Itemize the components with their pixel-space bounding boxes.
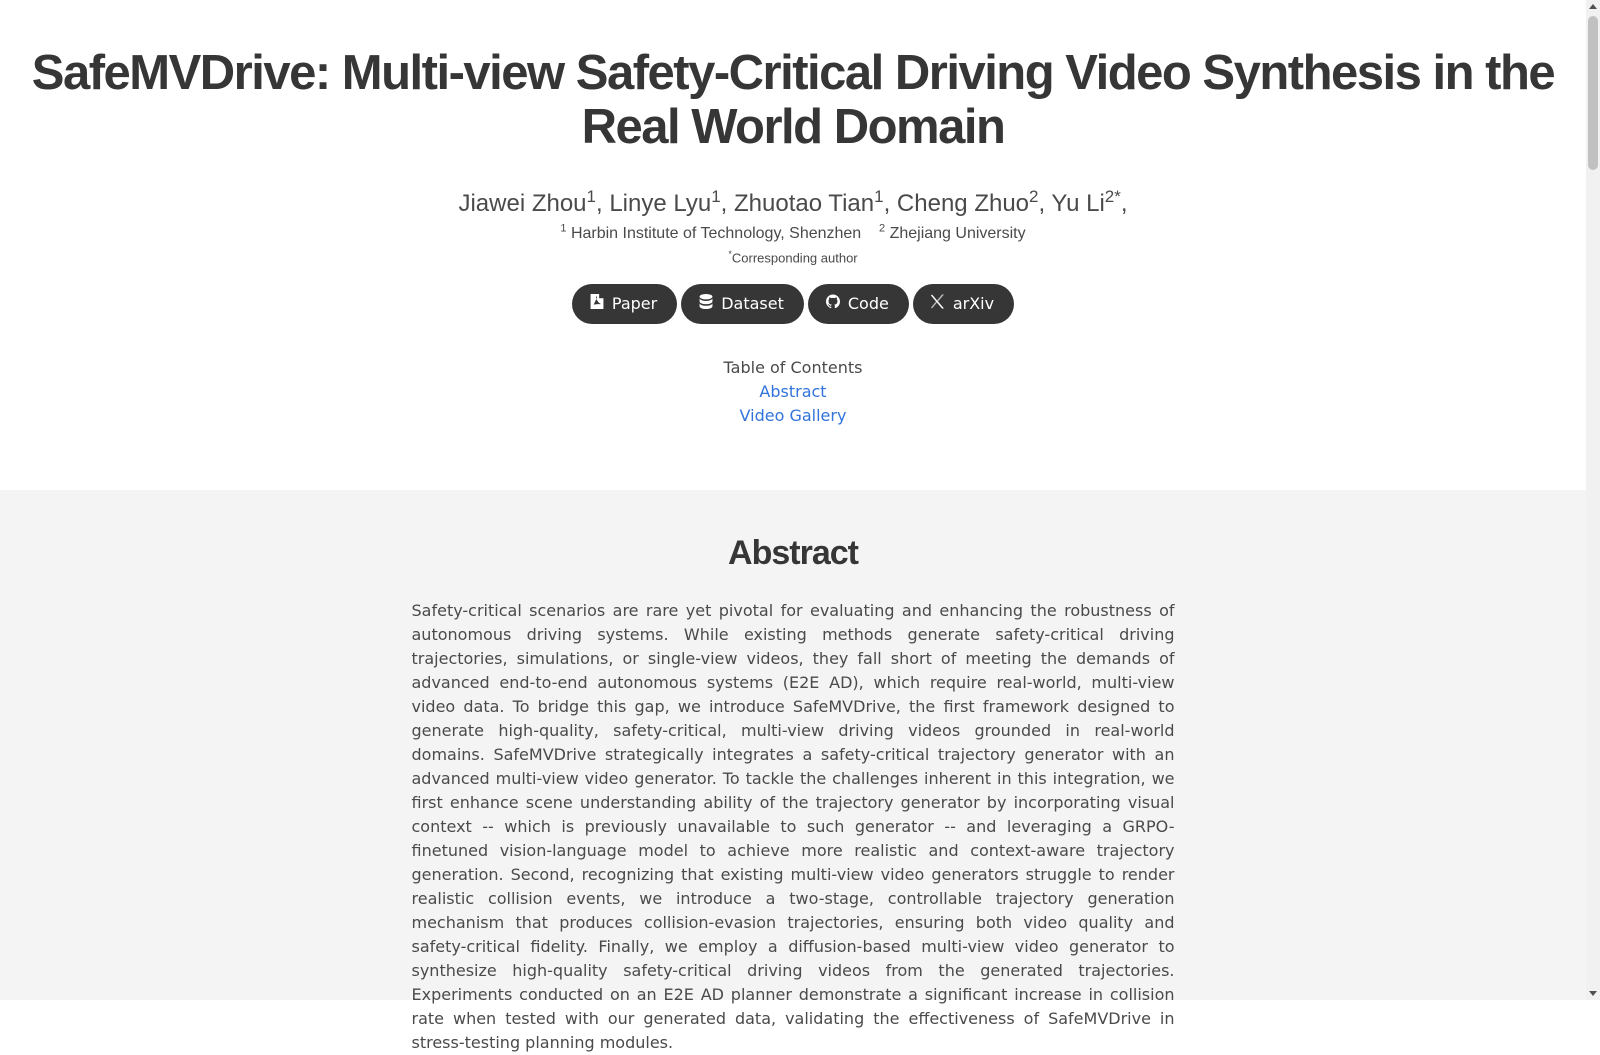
affiliation: $^2$ Zhejiang University bbox=[878, 223, 1026, 243]
github-icon bbox=[826, 294, 840, 313]
database-icon bbox=[699, 294, 713, 313]
toc-link-abstract[interactable]: Abstract bbox=[759, 381, 827, 401]
toc-title: Table of Contents bbox=[723, 357, 863, 377]
arxiv-icon bbox=[931, 294, 945, 313]
affiliations bbox=[0, 223, 1586, 243]
abstract-section bbox=[0, 490, 1586, 1052]
scroll-down-arrow-icon[interactable] bbox=[1589, 991, 1597, 996]
vertical-scrollbar[interactable] bbox=[1586, 0, 1600, 1000]
author: Linye Lyu$^1$, bbox=[609, 187, 734, 217]
paper-button[interactable]: Paper bbox=[572, 284, 677, 324]
link-buttons bbox=[0, 284, 1586, 324]
code-button[interactable]: Code bbox=[808, 284, 909, 324]
author: Yu $Li^{2*}$, bbox=[1051, 187, 1128, 217]
author: Zhuotao Tian$^1$, bbox=[734, 187, 897, 217]
author: Jiawei Zhou$^1$, bbox=[458, 187, 610, 217]
file-pdf-icon bbox=[590, 294, 604, 313]
scrollbar-thumb[interactable] bbox=[1588, 16, 1598, 170]
author-list bbox=[0, 182, 1586, 219]
page-title: SafeMVDrive: Multi-view Safety-Critical Driving Video Synthesis in the Real World Domain bbox=[31, 46, 1555, 154]
abstract-heading: Abstract bbox=[728, 534, 858, 572]
hero-section bbox=[0, 0, 1586, 490]
arxiv-button[interactable]: arXiv bbox=[913, 284, 1014, 324]
table-of-contents bbox=[0, 356, 1586, 428]
toc-link-video-gallery[interactable]: Video Gallery bbox=[739, 405, 847, 425]
author: Cheng Zhuo$^2$, bbox=[896, 187, 1052, 217]
scroll-up-arrow-icon[interactable] bbox=[1589, 4, 1597, 9]
abstract-text: Safety-critical scenarios are rare yet pivotal for evaluating and enhancing the robustness of autonomous driving systems. While existing methods generate safety-critical driving trajectories, simulations, or single-view videos, they fall short of meeting the demands of advanced end-to-end autonomous systems (E2E AD), which require real-world, multi-view video data. To bridge this gap, we introduce SafeMVDrive, the first framework designed to generate high-quality, safety-critical, multi-view driving videos grounded in real-world domains. SafeMVDrive strategically integrates a safety-critical trajectory generator with an advanced multi-view video generator. To tackle the challenges inherent in this integration, we first enhance scene understanding ability of the trajectory generator by incorporating visual context -- which is previously unavailable to such generator -- and leveraging a GRPO-finetuned vision-language model to achieve more realistic and context-aware trajectory generation. Second, recognizing that existing multi-view video generators struggle to render realistic collision events, we introduce a two-stage, controllable trajectory generation mechanism that produces collision-evasion trajectories, ensuring both video quality and safety-critical fidelity. Finally, we employ a diffusion-based multi-view video generator to synthesize high-quality safety-critical driving videos from the generated trajectories. Experiments conducted on an E2E AD planner demonstrate a significant increase in collision rate when tested with our generated data, validating the effectiveness of SafeMVDrive in stress-testing planning modules. bbox=[411, 601, 1175, 1052]
affiliation: $^1$ Harbin Institute of Technology, Shenzhen bbox=[560, 223, 862, 243]
dataset-button[interactable]: Dataset bbox=[681, 284, 804, 324]
corresponding-author-note: *Corresponding author bbox=[728, 249, 858, 266]
